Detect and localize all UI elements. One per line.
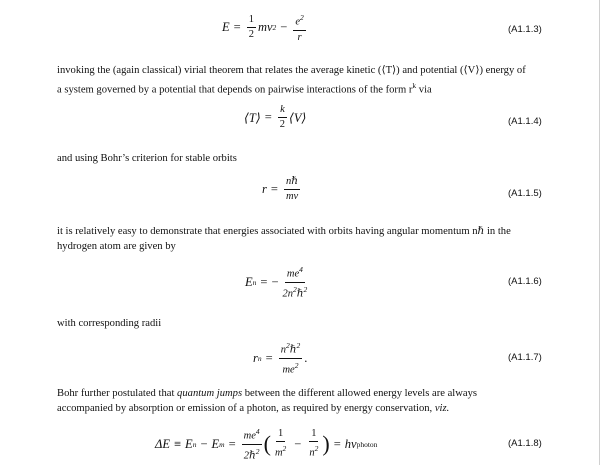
equivalence-sign: ≡ [173,436,182,451]
numerator-part: ℏ [289,344,297,356]
numerator-base: me [286,268,300,280]
fraction-energy-level [281,264,310,300]
paragraph-energies [57,224,557,254]
fraction-numerator [293,12,305,31]
exponent: 2 [282,444,287,454]
fraction-denominator: r [297,31,302,43]
exponent: 2 [293,284,297,294]
fraction-denominator [281,283,310,301]
denominator-base: 2ℏ [243,450,256,461]
fraction-numerator: nℏ [284,176,300,190]
equation-a1-1-8-formula [155,426,377,462]
fraction-denominator [242,445,262,463]
denominator-part: 2n [282,288,294,299]
exponent: 2 [300,13,304,22]
equation-a1-1-5 [0,172,600,212]
paragraph-line-end: via [416,84,432,96]
paragraph-line-end: between the different allowed energy levels are always [242,388,478,399]
symbol-radius: r [253,350,258,365]
exponent: 4 [299,265,303,274]
minus-sign: − [280,20,288,35]
equals-sign: = [260,274,268,289]
paragraph-line: a system governed by a potential that depends on pairwise interactions of the form r [57,84,413,96]
equation-number: (A1.1.4) [508,116,542,127]
equation-a1-1-8 [0,424,600,464]
denominator-part: ℏ [296,288,304,299]
subscript-photon: photon [356,439,378,449]
symbol-radius: r [262,182,267,196]
fraction-denominator: mv [285,191,299,202]
equation-a1-1-7 [0,336,600,376]
symbol-energy: E [185,436,193,451]
equals-sign: = [333,436,341,451]
equation-a1-1-4-formula [244,104,306,131]
equals-sign: = [233,20,241,35]
exponent: 2 [272,23,277,33]
fraction-denominator [280,359,300,377]
symbol-energy: E [245,274,253,289]
equals-sign: = [265,350,273,365]
fraction-denominator: 2 [248,29,254,41]
exponent: 2 [314,444,319,454]
equals-sign: = [264,110,272,124]
fraction-denominator [273,442,288,460]
equation-a1-1-3-formula [222,12,308,44]
equation-number: (A1.1.7) [508,352,542,363]
equation-number: (A1.1.8) [508,438,542,449]
paragraph-line: accompanied by absorption or emission of a photon, as required by energy conservation, [57,403,435,414]
paragraph-line: Bohr further postulated that [57,388,178,399]
equation-a1-1-7-formula [253,340,307,376]
equation-number: (A1.1.3) [508,24,542,35]
equation-a1-1-6 [0,260,600,300]
denominator-base: n [309,447,315,459]
minus-sign: − [200,436,208,451]
symbol-energy: E [222,20,230,35]
subscript: m [219,439,225,449]
average-kinetic-energy: ⟨T⟩ [244,110,261,125]
exponent: 2 [296,341,301,350]
fraction-numerator [279,340,303,359]
subscript: n [252,277,257,287]
period: . [304,350,308,365]
exponent: k [412,81,417,90]
paragraph-quantum-jumps [57,386,557,416]
exponent: 4 [255,427,260,436]
fraction-denominator [307,442,320,460]
emphasis-viz: viz. [434,403,450,414]
equals-sign: = [228,436,236,451]
exponent: 2 [294,360,299,370]
equation-number: (A1.1.5) [508,188,542,199]
equation-a1-1-3 [0,8,600,48]
exponent: 2 [303,284,308,294]
paragraph-virial-theorem [57,63,557,98]
paragraph-line: with corresponding radii [57,318,162,329]
exponent: 2 [255,446,260,456]
paragraph-radii [57,316,557,331]
numerator-base: me [243,430,256,442]
emphasis-quantum-jumps: quantum jumps [177,388,243,399]
fraction-denominator: 2 [279,119,286,130]
fraction-numerator: k [278,104,287,118]
paragraph-line: hydrogen atom are given by [57,241,176,252]
fraction-nhbar-over-mv [284,176,300,203]
exponent: 2 [285,341,290,350]
fraction-one-half [247,14,256,41]
kinetic-term: mv [257,20,273,35]
subscript: n [192,439,197,449]
paragraph-bohr-criterion [57,151,557,166]
fraction-numerator [285,264,305,283]
paragraph-line: invoking the (again classical) virial theorem that relates the average kinetic (⟨T⟩) and potential (⟨V⟩) energy of [57,65,526,76]
symbol-energy: E [211,436,220,451]
paragraph-line: it is relatively easy to demonstrate that energies associated with orbits having angular momentum nℏ in the [57,226,511,237]
fraction-k-over-2 [278,104,287,131]
average-potential-energy: ⟨V⟩ [289,110,307,125]
photon-energy: hν [344,436,357,451]
denominator-base: m [274,447,283,459]
fraction-one-over-m-squared [273,428,288,460]
fraction-numerator: 1 [247,14,256,28]
fraction-potential [293,12,305,44]
equation-a1-1-6-formula [245,264,311,300]
left-parenthesis: ( [263,431,271,456]
fraction-one-over-n-squared [307,428,320,460]
subscript: n [257,353,262,363]
fraction-prefactor [242,426,262,462]
energy-difference: ΔE [155,436,170,451]
right-parenthesis: ) [322,431,330,456]
fraction-numerator: 1 [276,428,285,442]
minus-sign: − [294,436,302,451]
fraction-numerator: 1 [309,428,318,442]
fraction-numerator [242,426,262,445]
denominator-part: me [282,364,295,375]
equation-number: (A1.1.6) [508,276,542,287]
equals-sign: = [270,182,278,196]
equation-a1-1-5-formula [262,176,302,203]
paragraph-line: and using Bohr’s criterion for stable orbits [57,153,237,164]
charge-symbol: e [295,16,301,28]
numerator-part: n [280,344,286,356]
equation-a1-1-4 [0,100,600,140]
minus-sign: − [271,274,279,289]
fraction-orbit-radius [279,340,303,376]
